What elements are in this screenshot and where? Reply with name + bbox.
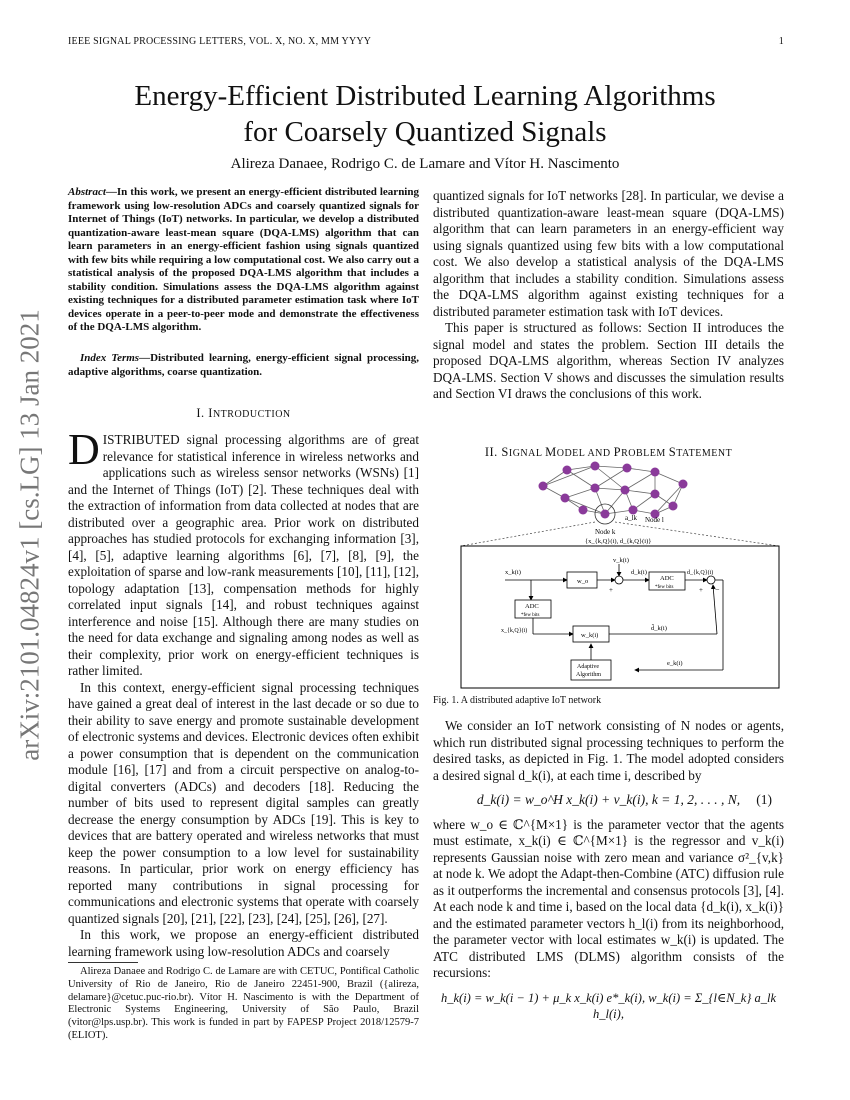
dk-label: d_k(i) [631, 569, 647, 576]
heading-rest: ROBLEM [621, 448, 669, 459]
right-column-top [433, 188, 784, 403]
plus-sign: + [609, 586, 613, 594]
intro-paragraph-3: In this work, we propose an energy-efficient distributed learning framework using low-resolution ADCs and coarsely [68, 927, 419, 959]
adc2-sub: *few bits [521, 613, 540, 618]
section-numeral: II. [484, 445, 502, 459]
heading-rest: ODEL AND [556, 448, 614, 459]
ek-label: e_k(i) [667, 660, 683, 667]
figure-1-svg [455, 458, 785, 693]
adaptive-label-1: Adaptive [577, 664, 599, 670]
heading-letter: S [668, 445, 677, 459]
heading-letter: S [501, 445, 509, 459]
title-line-2: for Coarsely Quantized Signals [243, 116, 607, 148]
equation-1-body: d_k(i) = w_o^H x_k(i) + v_k(i), k = 1, 2, . . . , N, [476, 792, 741, 807]
abstract-label: Abstract [68, 186, 106, 198]
right-column-bottom [433, 718, 784, 1023]
node-block-diagram [461, 546, 779, 688]
where-paragraph: where w_o ∈ ℂ^{M×1} is the parameter vector that the agents must estimate, x_k(i) ∈ ℂ^{M×1} is the regressor and v_k(i) represents Gaussian noise with zero mean and variance σ²_{v,k} at node k. We adopt the Adapt-then-Combine (ATC) diffusion rule as it outperforms the incremental and consensus protocols [3], [4]. At each node k and time i, based on the local data {d_k(i), x_k(i)} and the estimated parameter vectors h_l(i) from its neighborhood, the parameter vector with local estimates w_k(i) is updated. The ATC distributed LMS (DLMS) algorithm consists of the recursions: [433, 816, 784, 980]
adc2-label: ADC [525, 603, 539, 610]
intro-text-1: ISTRIBUTED signal processing algorithms are of great relevance for statistical inference in wireless networks and applications such as wireless sensor networks (WSNs) [1] and the Internet of Things (IoT) [2]. These techniques deal with the extraction of information from data collected at nodes that are distributed over a geographic area. Prior work on distributed approaches has studied protocols for exchanging information [3], [4], [5], adaptive learning algorithms [6], [7], [8], [9], the exploitation of sparse and low-rank measurements [10], [11], [12], topology adaptation [13], compensation methods for highly correlated input signals [14], and robust techniques against interference and noise [15]. Although there are many studies on the need for data exchange and signaling among nodes as well as their complexity, prior work on energy-efficient techniques is rather limited. [68, 432, 419, 678]
heading-rest: TATEMENT [676, 448, 733, 459]
journal-name: IEEE SIGNAL PROCESSING LETTERS, VOL. X, NO. X, MM YYYY [68, 36, 372, 47]
section-first-letter: I [208, 406, 213, 420]
section-heading-introduction [68, 405, 419, 424]
dkq-label: d_{k,Q}(i) [687, 570, 714, 576]
heading-letter: M [545, 445, 557, 459]
model-paragraph: We consider an IoT network consisting of N nodes or agents, which run distributed signal processing techniques to perform the desired tasks, as depicted in Fig. 1. The model adopted considers a desired signal d_k(i), at each time i, described by [433, 718, 784, 783]
adc1-label: ADC [660, 575, 674, 582]
adaptive-label-2: Algorithm [576, 672, 601, 678]
section-numeral: I. [196, 406, 209, 420]
paper-structure-paragraph: This paper is structured as follows: Section II introduces the signal model and states the problem. Section III details the proposed DQA-LMS algorithm, whereas Section IV analyzes DQA-LMS. Section V shows and discusses the simulation results and Section VI draws the conclusions of this work. [433, 320, 784, 401]
intro-paragraph-2: In this context, energy-efficient signal processing techniques have gained a great deal of interest in the last decade or so due to their ability to save energy and promote sustainable development of electronic systems and devices. Electronic devices often exhibit a power consumption that is dependent on the communication module [16], [17] and from a circuit perspective on analog-to-digital converters (ADCs) and decoders [18]. Reducing the number of bits used to represent digital samples can greatly decrease the energy consumption by ADCs [19]. This is key to devices that are battery operated and wireless networks that must keep the power consumption to a low level for sustainability reasons. In particular, prior work on energy efficiency has reported many contributions in signal processing for communications and electronic systems that operate with coarsely quantized signals [20], [21], [22], [23], [24], [25], [26], [27]. [68, 679, 419, 926]
section-rest: NTRODUCTION [212, 409, 291, 420]
node-k-data: {x_{k,Q}(i), d_{k,Q}(i)} [585, 538, 652, 545]
dhat-label: d̂_k(i) [651, 625, 667, 632]
heading-letter: P [613, 445, 622, 459]
index-terms-text: —Distributed learning, energy-efficient signal processing, adaptive algorithms, coarse quantization. [68, 352, 419, 378]
figure-1-caption: Fig. 1. A distributed adaptive IoT network [433, 695, 602, 706]
plus-sign: + [699, 586, 703, 594]
intro-continuation: quantized signals for IoT networks [28]. In particular, we devise a distributed quantization-aware least-mean square (DQA-LMS) algorithm that can learn parameters in an energy-efficient way using signals quantized using few bits with a low computational cost. We also develop a statistical analysis of the DQA-LMS algorithm that includes a stability condition. Simulations assess the DQA-LMS algorithm against existing techniques for a distributed parameter estimation task with IoT devices. [433, 188, 784, 319]
author-list: Alireza Danaee, Rodrigo C. de Lamare and Vítor H. Nascimento [230, 156, 620, 172]
xk-label: x_k(i) [505, 569, 521, 576]
alk-label: a_lk [625, 514, 638, 522]
xkq-label: x_{k,Q}(i) [501, 628, 528, 634]
adc1-sub: *few bits [655, 585, 674, 590]
network-nodes [539, 462, 688, 519]
intro-paragraph-1 [68, 425, 419, 680]
title-line-1: Energy-Efficient Distributed Learning Algorithms [134, 80, 716, 112]
node-k-label: Node k [595, 528, 616, 536]
footnote [68, 966, 419, 1043]
wo-label: w_o [577, 578, 589, 585]
drop-cap: D [68, 425, 100, 474]
footnote-rule [68, 962, 138, 963]
wk-label: w_k(i) [581, 632, 599, 639]
arxiv-stamp [10, 300, 50, 770]
equation-1 [433, 792, 784, 809]
figure-1-network-diagram [455, 458, 785, 693]
abstract [68, 186, 419, 335]
arxiv-id: arXiv:2101.04824v1 [cs.LG] 13 Jan 2021 [14, 309, 45, 761]
introduction-body [68, 425, 419, 960]
index-terms [68, 352, 419, 379]
equation-2: h_k(i) = w_k(i − 1) + μ_k x_k(i) e*_k(i), w_k(i) = Σ_{l∈N_k} a_lk h_l(i), [441, 990, 776, 1021]
equation-1-number: (1) [756, 792, 772, 807]
heading-rest: IGNAL [508, 448, 546, 459]
page-number: 1 [778, 36, 784, 47]
vk-label: v_k(i) [613, 557, 629, 564]
footnote-text: Alireza Danaee and Rodrigo C. de Lamare are with CETUC, Pontifical Catholic University of Rio de Janeiro, Rio de Janeiro 22451-900, Brazil ({alireza, delamare}@cetuc.puc-rio.br). Vítor H. Nascimento is with the Department of Electronic Systems Engineering, University of São Paulo, Brazil (vitor@lps.usp.br). This work is funded in part by FAPESP Project 2018/12579-7 (ELIOT). [68, 966, 419, 1041]
paper-title [60, 78, 790, 150]
node-l-label: Node l [645, 516, 664, 524]
abstract-text: —In this work, we present an energy-efficient distributed learning framework using low-resolution ADCs and coarsely quantized signals for Internet of Things (IoT) networks. In particular, we develop a distributed quantization-aware least-mean square (DQA-LMS) algorithm that can learn parameters in an energy-efficient fashion using signals quantized with few bits while requiring a low computational cost. We also carry out a statistical analysis of the proposed DQA-LMS algorithm that includes a stability condition. Simulations assess the DQA-LMS algorithm against existing techniques for a distributed parameter estimation task where IoT devices operate in a peer-to-peer mode and demonstrate the effectiveness of the DQA-LMS algorithm. [68, 186, 419, 333]
minus-sign: − [715, 585, 720, 594]
index-terms-label: Index Terms [80, 352, 140, 364]
running-header [68, 36, 784, 47]
